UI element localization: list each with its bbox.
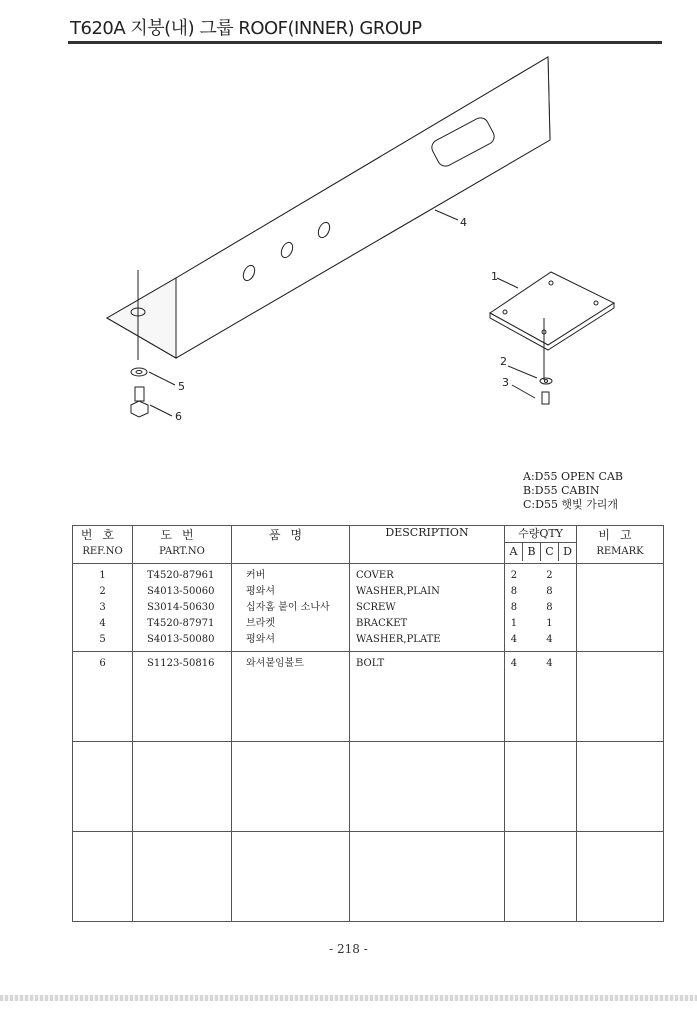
table-row-empty bbox=[73, 742, 664, 832]
legend-line: A:D55 OPEN CAB bbox=[523, 470, 623, 483]
qty-col-d: D bbox=[563, 545, 572, 558]
name-header: 품명 bbox=[232, 526, 350, 564]
parts-table bbox=[72, 525, 664, 922]
callout-2: 2 bbox=[500, 355, 507, 368]
remark-header: 비고 REMARK bbox=[577, 526, 664, 564]
legend-line: B:D55 CABIN bbox=[523, 484, 600, 497]
cover-drawing bbox=[490, 272, 614, 380]
table-row-group bbox=[73, 652, 664, 742]
qty-col-a: A bbox=[505, 543, 523, 561]
description-cell: BOLT bbox=[350, 652, 505, 742]
callout-3: 3 bbox=[502, 376, 509, 389]
ref-cell: 1 2 3 4 5 bbox=[73, 564, 133, 652]
qty-col-c: C bbox=[541, 543, 559, 561]
part-cell: T4520-87961 S4013-50060 S3014-50630 T4520-87971 S4013-50080 bbox=[133, 564, 232, 652]
qty-header: 수량QTY A B C D bbox=[505, 526, 577, 564]
callout-5: 5 bbox=[178, 380, 185, 393]
part-no-header: 도번 PART.NO bbox=[133, 526, 232, 564]
qty-cell: 4 4 bbox=[505, 652, 577, 742]
legend-line: C:D55 햇빛 가리개 bbox=[523, 498, 619, 511]
qty-col-b: B bbox=[523, 543, 541, 561]
page-number: - 218 - bbox=[329, 942, 368, 956]
callout-1: 1 bbox=[491, 270, 498, 283]
washer-screw-drawing bbox=[508, 366, 552, 404]
table-header-row bbox=[73, 526, 664, 564]
remark-cell bbox=[577, 652, 664, 742]
scan-edge bbox=[0, 995, 697, 1001]
qty-cell: 2 8 8 1 4 2 8 8 1 4 bbox=[505, 564, 577, 652]
table-row-empty bbox=[73, 832, 664, 922]
callout-6: 6 bbox=[175, 410, 182, 423]
ref-cell: 6 bbox=[73, 652, 133, 742]
table-row-group bbox=[73, 564, 664, 652]
name-cell: 커버 평와셔 십자홈 붙이 소나사 브라켓 평와셔 bbox=[232, 564, 350, 652]
washer-bolt-drawing bbox=[131, 368, 175, 417]
ref-no-header: 번호 REF.NO bbox=[73, 526, 133, 564]
callout-4: 4 bbox=[460, 216, 467, 229]
name-cell: 와셔붙임볼트 bbox=[232, 652, 350, 742]
page-title: T620A 지붕(내) 그룹 ROOF(INNER) GROUP bbox=[70, 18, 422, 39]
remark-cell bbox=[577, 564, 664, 652]
model-legend bbox=[523, 470, 623, 512]
description-cell: COVER WASHER,PLAIN SCREW BRACKET WASHER,PLATE bbox=[350, 564, 505, 652]
part-cell: S1123-50816 bbox=[133, 652, 232, 742]
bracket-drawing bbox=[107, 57, 550, 360]
exploded-parts-diagram bbox=[0, 44, 697, 464]
description-header: DESCRIPTION bbox=[350, 526, 505, 564]
